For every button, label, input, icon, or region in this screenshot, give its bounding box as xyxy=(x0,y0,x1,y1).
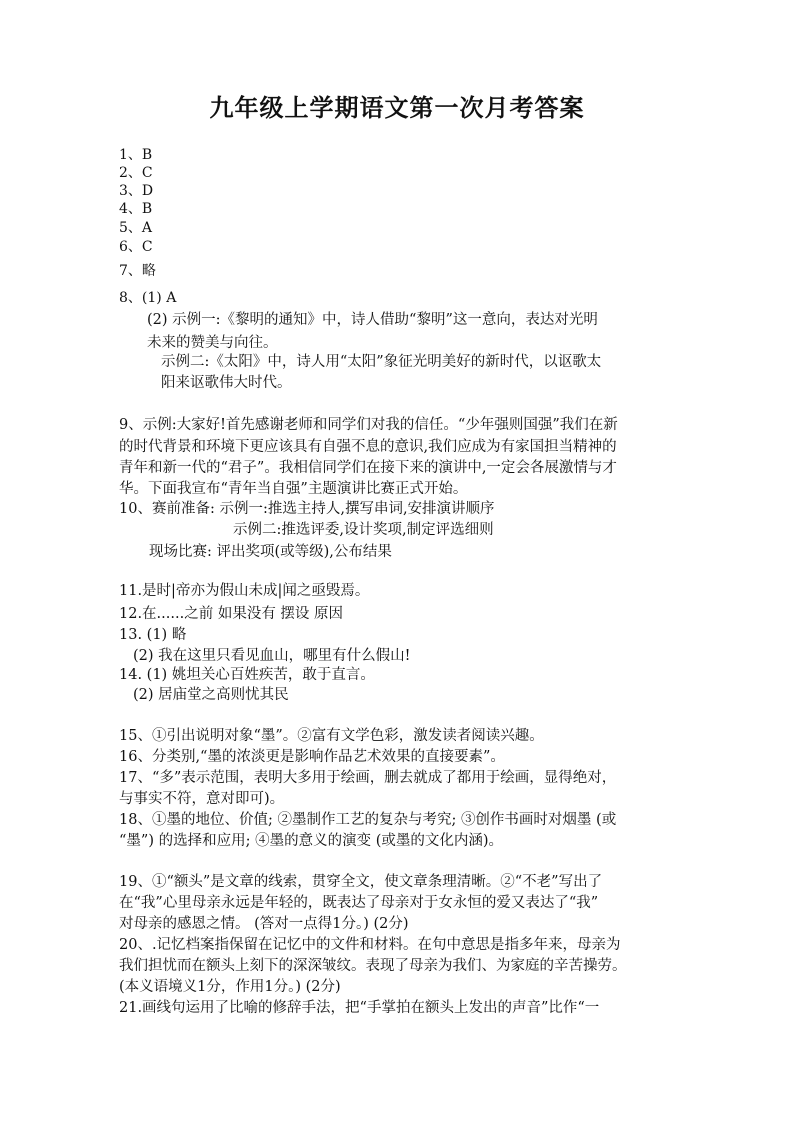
answer-15: 15、①引出说明对象“墨”。②富有文学色彩，激发读者阅读兴趣。 xyxy=(119,728,544,744)
answer-8-example1-line1: (2) 示例一:《黎明的通知》中，诗人借助“黎明”这一意向，表达对光明 xyxy=(147,312,598,328)
answer-line-7: 7、略 xyxy=(119,263,156,279)
answer-line-6: 6、C xyxy=(119,239,153,255)
answer-line-4: 4、B xyxy=(119,201,153,217)
answer-19-line1: 19、①“额头”是文章的线索，贯穿全文，使文章条理清晰。②“不老”写出了 xyxy=(119,874,603,890)
answer-19-line2: 在“我”心里母亲永远是年轻的，既表达了母亲对于女永恒的爱又表达了“我” xyxy=(119,895,599,911)
answer-13-line2: (2) 我在这里只看见血山，哪里有什么假山! xyxy=(133,648,411,664)
answer-9-line3: 青年和新一代的“君子”。我相信同学们在接下来的演讲中,一定会各展激情与才 xyxy=(119,460,617,476)
answer-19-line3: 对母亲的感恩之情。 (答对一点得1分。) (2分) xyxy=(119,916,409,932)
answer-10-line3: 现场比赛: 评出奖项(或等级),公布结果 xyxy=(149,544,392,560)
answer-20-line3: (本义语境义1分，作用1分。) (2分) xyxy=(119,979,341,995)
answer-line-5: 5、A xyxy=(119,220,153,236)
answer-8-example1-line2: 未来的赞美与向往。 xyxy=(147,335,278,351)
answer-line-3: 3、D xyxy=(119,183,154,199)
answer-20-line2: 我们担忧而在额头上刻下的深深皱纹。表现了母亲为我们、为家庭的辛苦操劳。 xyxy=(119,958,627,974)
answer-line-8: 8、(1) A xyxy=(119,290,177,306)
answer-9-line1: 9、示例:大家好!首先感谢老师和同学们对我的信任。“少年强则国强”我们在新 xyxy=(119,417,618,433)
answer-11: 11.是时|帝亦为假山未成|闻之亟毁焉。 xyxy=(119,583,370,599)
answer-13-line1: 13. (1) 略 xyxy=(119,627,187,643)
answer-10-line1: 10、赛前准备: 示例一:推选主持人,撰写串词,安排演讲顺序 xyxy=(119,501,495,517)
answer-17-line2: 与事实不符，意对即可)。 xyxy=(119,791,285,807)
answer-line-1: 1、B xyxy=(119,147,153,163)
answer-14-line2: (2) 居庙堂之高则忧其民 xyxy=(133,687,289,703)
answer-12: 12.在......之前 如果没有 摆设 原因 xyxy=(119,606,344,622)
answer-21-line1: 21.画线句运用了比喻的修辞手法，把“手掌拍在额头上发出的声音”比作“一 xyxy=(119,1000,600,1016)
page-title: 九年级上学期语文第一次月考答案 xyxy=(209,94,585,122)
answer-8-example2-line1: 示例二:《太阳》中，诗人用“太阳”象征光明美好的新时代，以讴歌太 xyxy=(161,354,602,370)
answer-18-line2: “墨”) 的选择和应用; ④墨的意义的演变 (或墨的文化内涵)。 xyxy=(119,833,504,849)
answer-17-line1: 17、“多”表示范围，表明大多用于绘画，删去就成了都用于绘画，显得绝对， xyxy=(119,770,617,786)
answer-9-line4: 华。下面我宣布“青年当自强”主题演讲比赛正式开始。 xyxy=(119,481,468,497)
answer-9-line2: 的时代背景和环境下更应该具有自强不息的意识,我们应成为有家国担当精神的 xyxy=(119,439,617,455)
answer-16: 16、分类别,“墨的浓淡更是影响作品艺术效果的直接要素”。 xyxy=(119,749,505,765)
answer-line-2: 2、C xyxy=(119,165,153,181)
answer-20-line1: 20、.记忆档案指保留在记忆中的文件和材料。在句中意思是指多年来，母亲为 xyxy=(119,937,621,953)
answer-8-example2-line2: 阳来讴歌伟大时代。 xyxy=(161,375,292,391)
answer-14-line1: 14. (1) 姚坦关心百姓疾苦，敢于直言。 xyxy=(119,667,375,683)
answer-10-line2: 示例二:推选评委,设计奖项,制定评选细则 xyxy=(233,522,494,538)
answer-18-line1: 18、①墨的地位、价值; ②墨制作工艺的复杂与考究; ③创作书画时对烟墨 (或 xyxy=(119,812,617,828)
